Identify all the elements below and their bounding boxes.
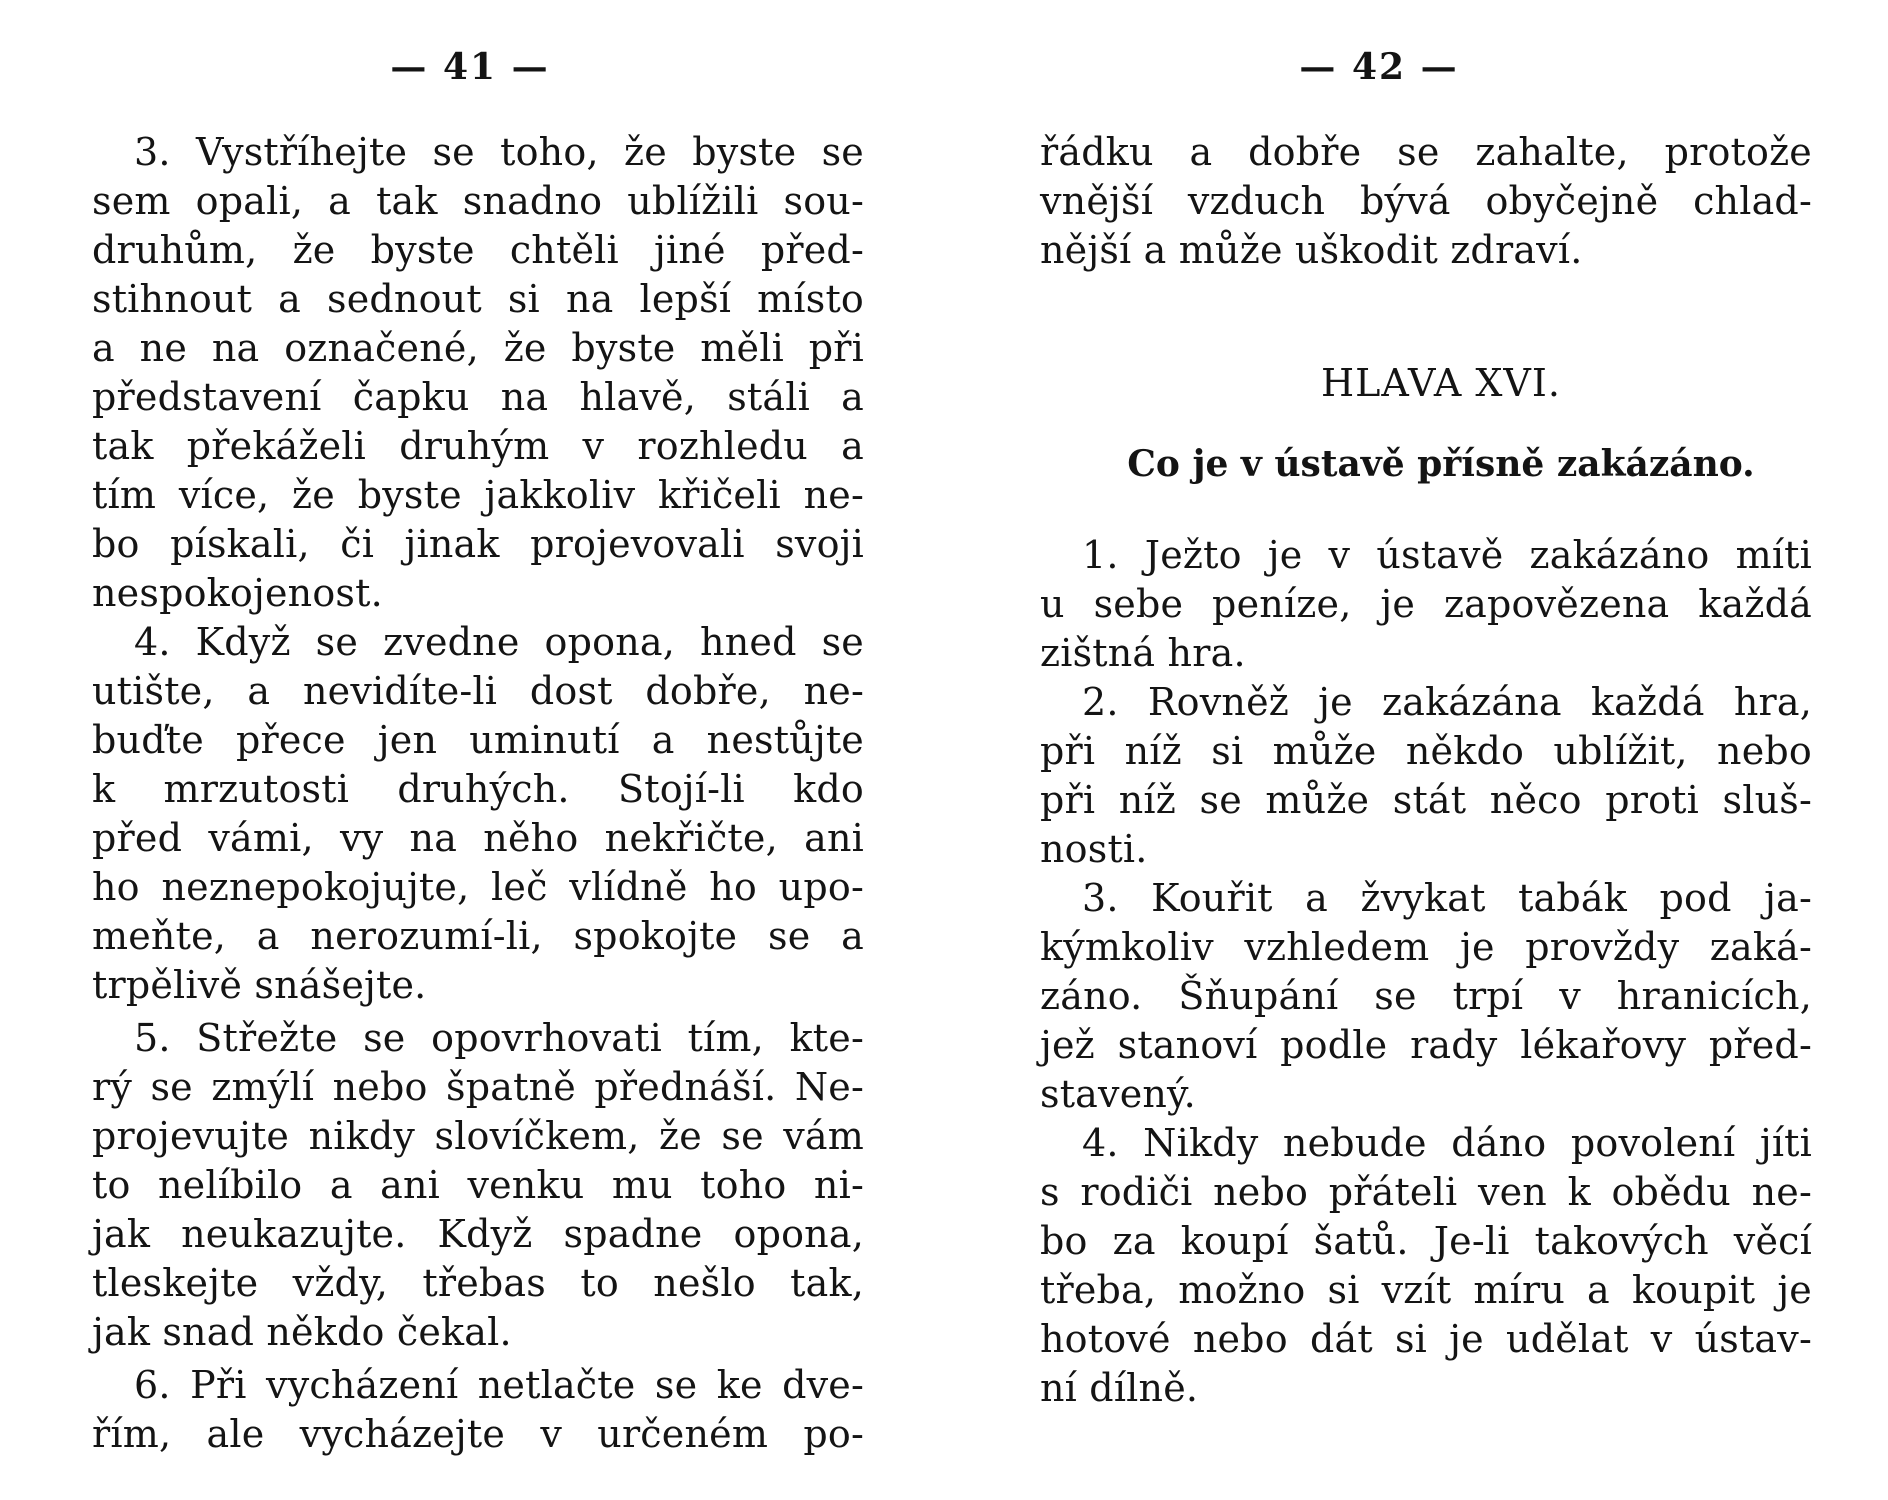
text-line: 3. Kouřit a žvykat tabák pod ja- (1082, 876, 1812, 920)
paragraph-3 (92, 128, 864, 618)
text-line: jak neukazujte. Když spadne opona, (92, 1212, 864, 1256)
text-line: před vámi, vy na něho nekřičte, ani (92, 816, 864, 860)
text-line: řím, ale vycházejte v určeném po- (92, 1412, 864, 1456)
text-line: jež stanoví podle rady lékařovy před- (1040, 1023, 1812, 1067)
text-line: projevujte nikdy slovíčkem, že se vám (92, 1114, 864, 1158)
paragraph-5 (92, 1014, 864, 1357)
chapter-heading: HLAVA XVI. (1321, 361, 1561, 405)
paragraph-4 (1040, 1119, 1812, 1413)
paragraph-6 (92, 1361, 864, 1459)
text-line: nější a může uškodit zdraví. (1040, 228, 1583, 272)
text-line: třeba, možno si vzít míru a koupit je (1040, 1268, 1812, 1312)
text-line: zištná hra. (1040, 631, 1246, 675)
text-line: tleskejte vždy, třebas to nešlo tak, (92, 1261, 864, 1305)
text-line: a ne na označené, že byste měli při (92, 326, 864, 370)
right-page (944, 0, 1888, 1500)
text-line: hotové nebo dát si je udělat v ústav- (1040, 1317, 1812, 1361)
text-line: stihnout a sednout si na lepší místo (92, 277, 864, 321)
text-line: představení čapku na hlavě, stáli a (92, 375, 864, 419)
text-line: 1. Ježto je v ústavě zakázáno míti (1082, 533, 1812, 577)
text-line: 4. Když se zvedne opona, hned se (134, 620, 864, 664)
text-line: u sebe peníze, je zapovězena každá (1040, 582, 1812, 626)
text-line: buďte přece jen uminutí a nestůjte (92, 718, 864, 762)
paragraph-2 (1040, 678, 1812, 874)
text-line: záno. Šňupání se trpí v hranicích, (1040, 974, 1812, 1018)
text-line: to nelíbilo a ani venku mu toho ni- (92, 1163, 864, 1207)
page-number: — 41 — (390, 46, 550, 88)
text-line: nosti. (1040, 827, 1148, 871)
text-line: ní dílně. (1040, 1366, 1199, 1410)
text-line: bo za koupí šatů. Je-li takových věcí (1040, 1219, 1812, 1263)
text-line: tak překáželi druhým v rozhledu a (92, 424, 864, 468)
text-line: jak snad někdo čekal. (92, 1310, 512, 1354)
continued-paragraph (1040, 128, 1812, 275)
text-line: 4. Nikdy nebude dáno povolení jíti (1082, 1121, 1812, 1165)
text-line: kýmkoliv vzhledem je provždy zaká- (1040, 925, 1812, 969)
text-line: druhům, že byste chtěli jiné před- (92, 228, 864, 272)
text-line: 3. Vystříhejte se toho, že byste se (134, 130, 864, 174)
text-line: vnější vzduch bývá obyčejně chlad- (1040, 179, 1812, 223)
text-line: stavený. (1040, 1072, 1196, 1116)
text-line: utište, a nevidíte-li dost dobře, ne- (92, 669, 864, 713)
text-line: 2. Rovněž je zakázána každá hra, (1082, 680, 1812, 724)
paragraph-1 (1040, 531, 1812, 678)
text-line: 6. Při vycházení netlačte se ke dve- (134, 1363, 864, 1407)
text-line: s rodiči nebo přáteli ven k obědu ne- (1040, 1170, 1812, 1214)
paragraph-3 (1040, 874, 1812, 1119)
text-line: tím více, že byste jakkoliv křičeli ne- (92, 473, 864, 517)
text-line: rý se zmýlí nebo špatně přednáší. Ne- (92, 1065, 864, 1109)
text-column (92, 128, 864, 1459)
text-line: při níž se může stát něco proti sluš- (1040, 778, 1812, 822)
text-line: k mrzutosti druhých. Stojí-li kdo (92, 767, 864, 811)
page-number: — 42 — (1299, 46, 1459, 88)
text-line: nespokojenost. (92, 571, 383, 615)
text-column (1040, 128, 1812, 1413)
text-line: sem opali, a tak snadno ublížili sou- (92, 179, 864, 223)
chapter-subheading: Co je v ústavě přísně zakázáno. (1127, 443, 1755, 485)
text-line: ho neznepokojujte, leč vlídně ho upo- (92, 865, 864, 909)
text-line: meňte, a nerozumí-li, spokojte se a (92, 914, 864, 958)
text-line: 5. Střežte se opovrhovati tím, kte- (134, 1016, 864, 1060)
text-line: řádku a dobře se zahalte, protože (1040, 130, 1812, 174)
text-line: bo pískali, či jinak projevovali svoji (92, 522, 864, 566)
text-line: při níž si může někdo ublížit, nebo (1040, 729, 1812, 773)
paragraph-4 (92, 618, 864, 1010)
text-line: trpělivě snášejte. (92, 963, 427, 1007)
